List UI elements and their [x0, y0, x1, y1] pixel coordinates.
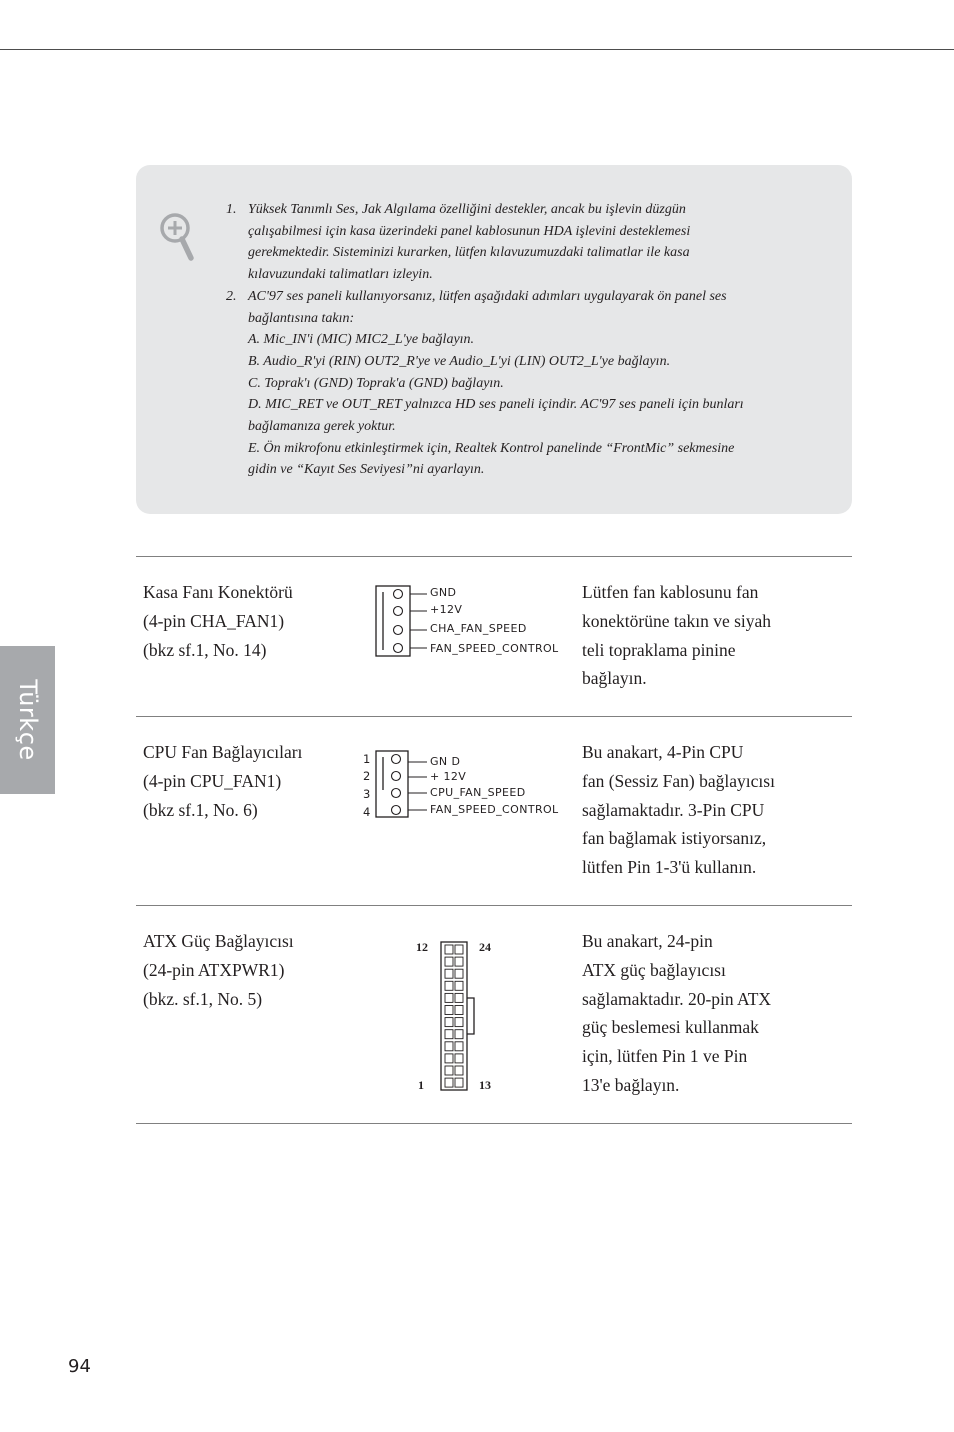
note-line: kılavuzundaki talimatları izleyin. [248, 267, 433, 283]
pin-label: FAN_SPEED_CONTROL [430, 803, 559, 816]
desc-line: 13'e bağlayın. [582, 1074, 680, 1095]
title-line: (bkz sf.1, No. 14) [143, 639, 267, 660]
desc-line: teli topraklama pinine [582, 639, 736, 660]
atx-pin [445, 1078, 453, 1087]
atx-pin [445, 1042, 453, 1051]
atx-pin [445, 945, 453, 954]
title-line: ATX Güç Bağlayıcısı [143, 931, 294, 951]
pin-number: 3 [363, 787, 371, 801]
title-line: (24-pin ATXPWR1) [143, 959, 285, 980]
pin-number: 4 [363, 805, 371, 819]
atx-pin-label: 24 [479, 940, 491, 954]
page-number: 94 [68, 1356, 91, 1377]
atx-pin [455, 1078, 463, 1087]
pin-label: GND [430, 586, 457, 599]
note-item-number: 1. [226, 202, 237, 217]
note-line: gidin ve “Kayıt Ses Seviyesi”ni ayarlayın. [248, 462, 485, 478]
note-item-number: 2. [226, 288, 237, 304]
atx-pin [455, 1018, 463, 1027]
desc-line: için, lütfen Pin 1 ve Pin [582, 1046, 748, 1067]
note-line: Yüksek Tanımlı Ses, Jak Algılama özelliğini destekler, ancak bu işlevin düzgün [248, 202, 686, 217]
pin-number: 1 [363, 752, 371, 766]
title-line: Kasa Fanı Konektörü [143, 582, 293, 602]
desc-line: bağlayın. [582, 668, 647, 689]
note-line: D. MIC_RET ve OUT_RET yalnızca HD ses paneli içindir. AC'97 ses paneli için bunları [248, 397, 744, 413]
atx-pin [455, 945, 463, 954]
note-line: bağlamanıza gerek yoktur. [248, 419, 396, 435]
atx-pin [445, 1018, 453, 1027]
note-line: C. Toprak'ı (GND) Toprak'a (GND) bağlayın. [248, 375, 504, 391]
atx-pin [455, 957, 463, 966]
atx-pin [455, 1006, 463, 1015]
desc-line: Lütfen fan kablosunu fan [582, 582, 759, 602]
note-line: bağlantısına takın: [248, 310, 355, 326]
atx-pin [455, 969, 463, 978]
atx-pin [455, 1054, 463, 1063]
title-line: (4-pin CHA_FAN1) [143, 610, 285, 631]
pin-label: + 12V [430, 770, 467, 783]
atx-pin [455, 1066, 463, 1075]
desc-line: ATX güç bağlayıcısı [582, 959, 726, 980]
desc-line: lütfen Pin 1-3'ü kullanın. [582, 857, 757, 878]
atx-pin [445, 1066, 453, 1075]
desc-line: sağlamaktadır. 3-Pin CPU [582, 799, 765, 820]
desc-line: fan bağlamak istiyorsanız, [582, 828, 767, 849]
note-line: çalışabilmesi için kasa üzerindeki panel kablosunun HDA işlevini desteklemesi [248, 223, 691, 239]
atx-pin [455, 1042, 463, 1051]
title-line: CPU Fan Bağlayıcıları [143, 742, 303, 762]
atx-pin [445, 1054, 453, 1063]
atx-pin-label: 12 [416, 940, 428, 954]
pin-label: CHA_FAN_SPEED [430, 622, 527, 635]
language-label: Türkçe [13, 679, 42, 761]
atx-pin [445, 1006, 453, 1015]
note-line: gerekmektedir. Sisteminizi kurarken, lütfen kılavuzumuzdaki talimatlar ile kasa [248, 245, 690, 261]
pin-label: GN D [430, 755, 461, 768]
title-line: (bkz. sf.1, No. 5) [143, 988, 263, 1009]
note-line: A. Mic_IN'i (MIC) MIC2_L'ye bağlayın. [248, 332, 475, 348]
pin-label: CPU_FAN_SPEED [430, 786, 526, 799]
desc-line: güç beslemesi kullanmak [582, 1017, 759, 1038]
atx-pin [445, 957, 453, 966]
language-side-tab [0, 646, 55, 794]
note-line: E. Ön mikrofonu etkinleştirmek için, Realtek Kontrol panelinde “FrontMic” sekmesine [248, 440, 735, 456]
desc-line: Bu anakart, 24-pin [582, 931, 713, 951]
desc-line: Bu anakart, 4-Pin CPU [582, 742, 744, 762]
atx-pin-label: 1 [418, 1078, 424, 1092]
desc-line: fan (Sessiz Fan) bağlayıcısı [582, 770, 775, 791]
atx-power-description [582, 927, 812, 1100]
atx-pin-label: 13 [479, 1078, 491, 1092]
title-line: (4-pin CPU_FAN1) [143, 770, 282, 791]
pin-number: 2 [363, 769, 371, 783]
pin-label: +12V [430, 603, 463, 616]
pin-label: FAN_SPEED_CONTROL [430, 642, 559, 655]
desc-line: konektörüne takın ve siyah [582, 610, 772, 631]
atx-pin [445, 993, 453, 1002]
note-line: AC'97 ses paneli kullanıyorsanız, lütfen aşağıdaki adımları uygulayarak ön panel ses [248, 288, 727, 304]
atx-pin [455, 1030, 463, 1039]
atx-pin [445, 969, 453, 978]
atx-pin [455, 993, 463, 1002]
atx-pin [455, 981, 463, 990]
title-line: (bkz sf.1, No. 6) [143, 799, 258, 820]
atx-pin [445, 981, 453, 990]
atx-pin [445, 1030, 453, 1039]
note-line: B. Audio_R'yi (RIN) OUT2_R'ye ve Audio_L'yi (LIN) OUT2_L'ye bağlayın. [248, 353, 671, 369]
desc-line: sağlamaktadır. 20-pin ATX [582, 988, 772, 1009]
